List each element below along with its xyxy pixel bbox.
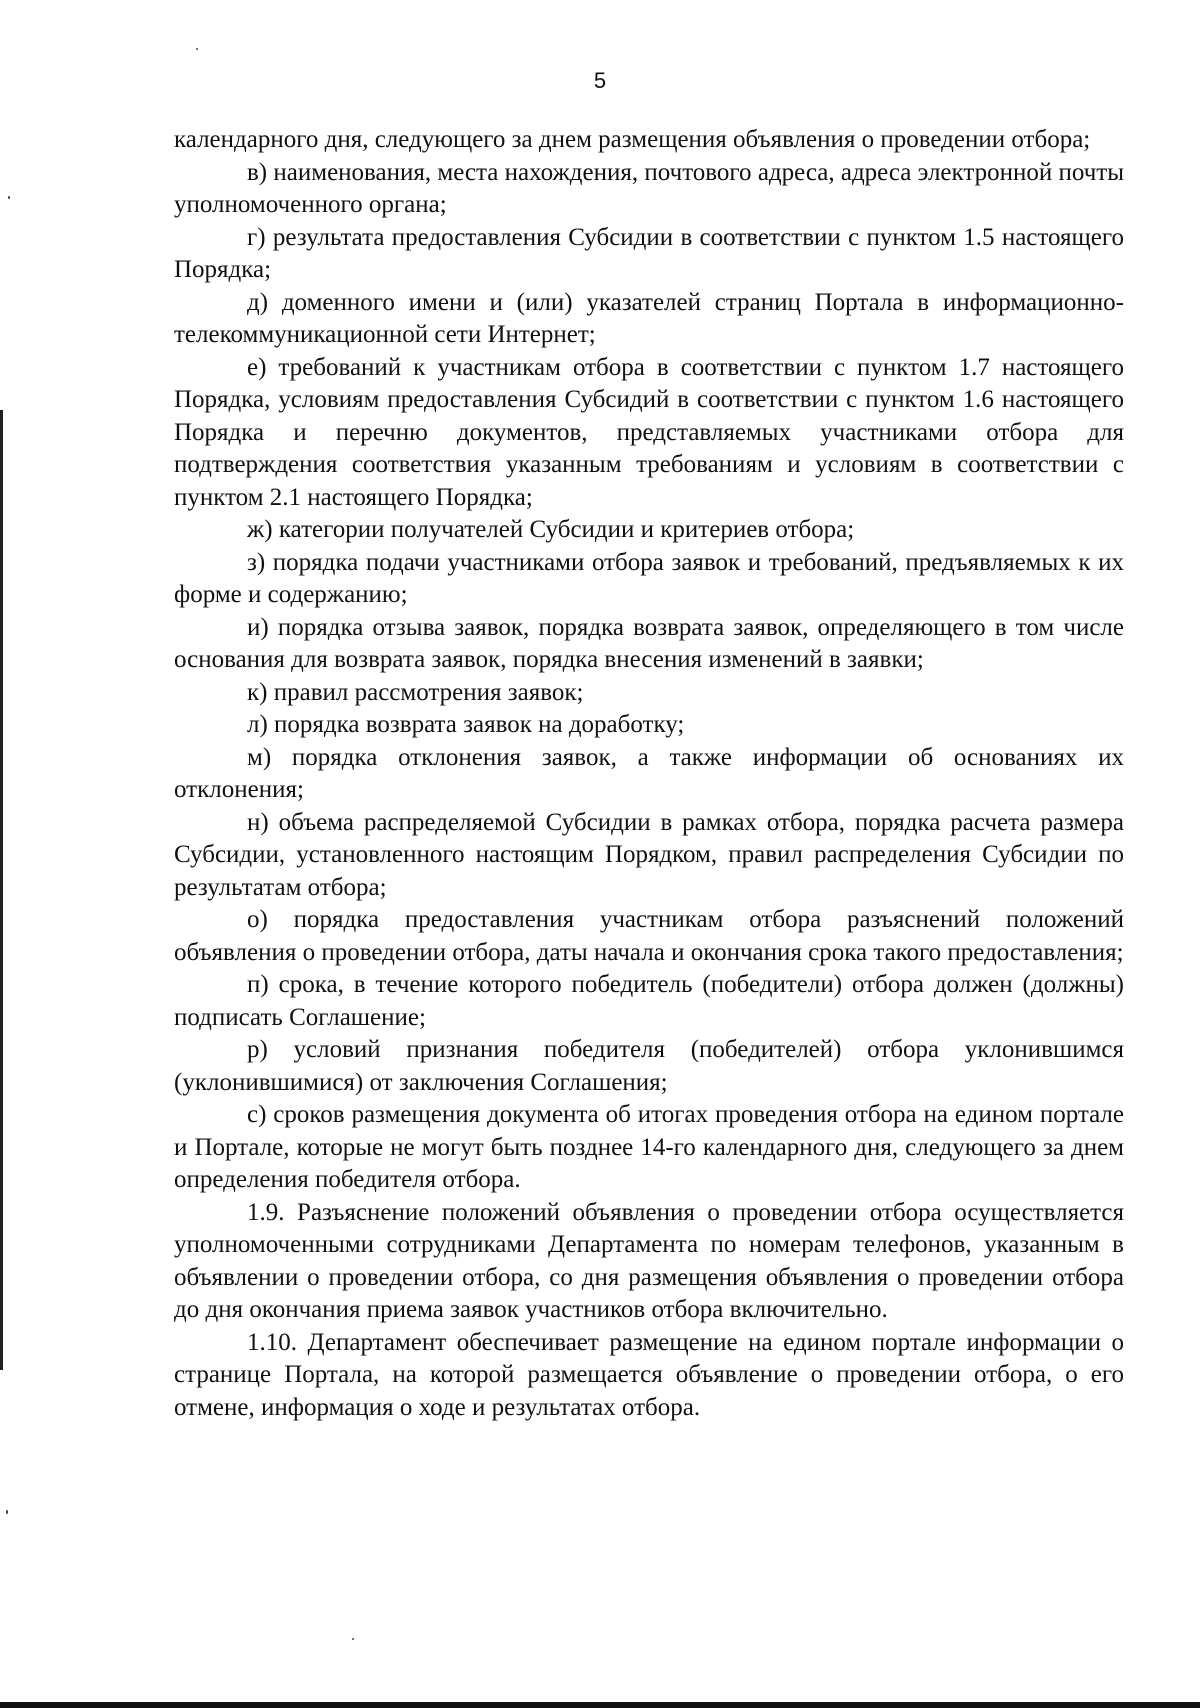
- paragraph-item-n: н) объема распределяемой Субсидии в рамках отбора, порядка расчета размера Субсидии, установленного настоящим Порядком, правил распределения Субсидии по результатам отбора;: [174, 808, 1124, 901]
- paragraph-item-p: п) срока, в течение которого победитель (победители) отбора должен (должны) подписать Соглашение;: [174, 971, 1124, 1031]
- paragraph-item-zh: ж) категории получателей Субсидии и критериев отбора;: [247, 516, 855, 543]
- paragraph-item-s: с) сроков размещения документа об итогах проведения отбора на едином портале и Портале, которые не могут быть позднее 14-го календарного дня, следующего за днем определения победителя отбора.: [174, 1101, 1124, 1193]
- scan-speck: [8, 196, 10, 199]
- scan-speck: [6, 1510, 8, 1514]
- paragraph-continuation: календарного дня, следующего за днем размещения объявления о проведении отбора;: [174, 126, 1091, 153]
- paragraph-section-1-10: 1.10. Департамент обеспечивает размещение на едином портале информации о странице Портала, на которой размещается объявление о проведении отбора, о его отмене, информация о ходе и результатах отбора.: [174, 1328, 1124, 1421]
- paragraph-item-d: д) доменного имени и (или) указателей страниц Портала в информационно-телекоммуникационной сети Интернет;: [174, 288, 1124, 348]
- paragraph-item-k: к) правил рассмотрения заявок;: [247, 678, 584, 706]
- paragraph-item-r: р) условий признания победителя (победителей) отбора уклонившимся (уклонившимися) от заключения Соглашения;: [174, 1036, 1124, 1096]
- paragraph-item-v: в) наименования, места нахождения, почтового адреса, адреса электронной почты уполномоченного органа;: [174, 158, 1124, 218]
- scan-bottom-edge: [0, 1702, 1200, 1708]
- paragraph-item-o: о) порядка предоставления участникам отбора разъяснений положений объявления о проведении отбора, даты начала и окончания срока такого предоставления;: [174, 906, 1124, 966]
- paragraph-item-m: м) порядка отклонения заявок, а также информации об основаниях их отклонения;: [174, 743, 1124, 803]
- scan-speck: [196, 48, 198, 50]
- document-body: [174, 124, 1124, 1424]
- paragraph-item-i: и) порядка отзыва заявок, порядка возврата заявок, определяющего в том числе основания для возврата заявок, порядка внесения изменений в заявки;: [174, 613, 1124, 673]
- scan-speck: [352, 1638, 354, 1640]
- paragraph-section-1-9: 1.9. Разъяснение положений объявления о проведении отбора осуществляется уполномоченными сотрудниками Департамента по номерам телефонов, указанным в объявлении о проведении отбора, со дня размещения объявления о проведении отбора до дня окончания приема заявок участников отбора включительно.: [174, 1198, 1124, 1323]
- paragraph-item-l: л) порядка возврата заявок на доработку;: [247, 711, 685, 738]
- paragraph-item-z: з) порядка подачи участниками отбора заявок и требований, предъявляемых к их форме и содержанию;: [174, 548, 1124, 608]
- page-number: 5: [593, 68, 607, 93]
- paragraph-item-e: е) требований к участникам отбора в соответствии с пунктом 1.7 настоящего Порядка, условиям предоставления Субсидий в соответствии с пунктом 1.6 настоящего Порядка и перечню документов, представляемых участниками отбора для подтверждения соответствия указанным требованиям и условиям в соответствии с пунктом 2.1 настоящего Порядка;: [174, 353, 1124, 511]
- paragraph-item-g: г) результата предоставления Субсидии в соответствии с пунктом 1.5 настоящего Порядка;: [174, 223, 1124, 283]
- scan-left-edge: [0, 410, 3, 1370]
